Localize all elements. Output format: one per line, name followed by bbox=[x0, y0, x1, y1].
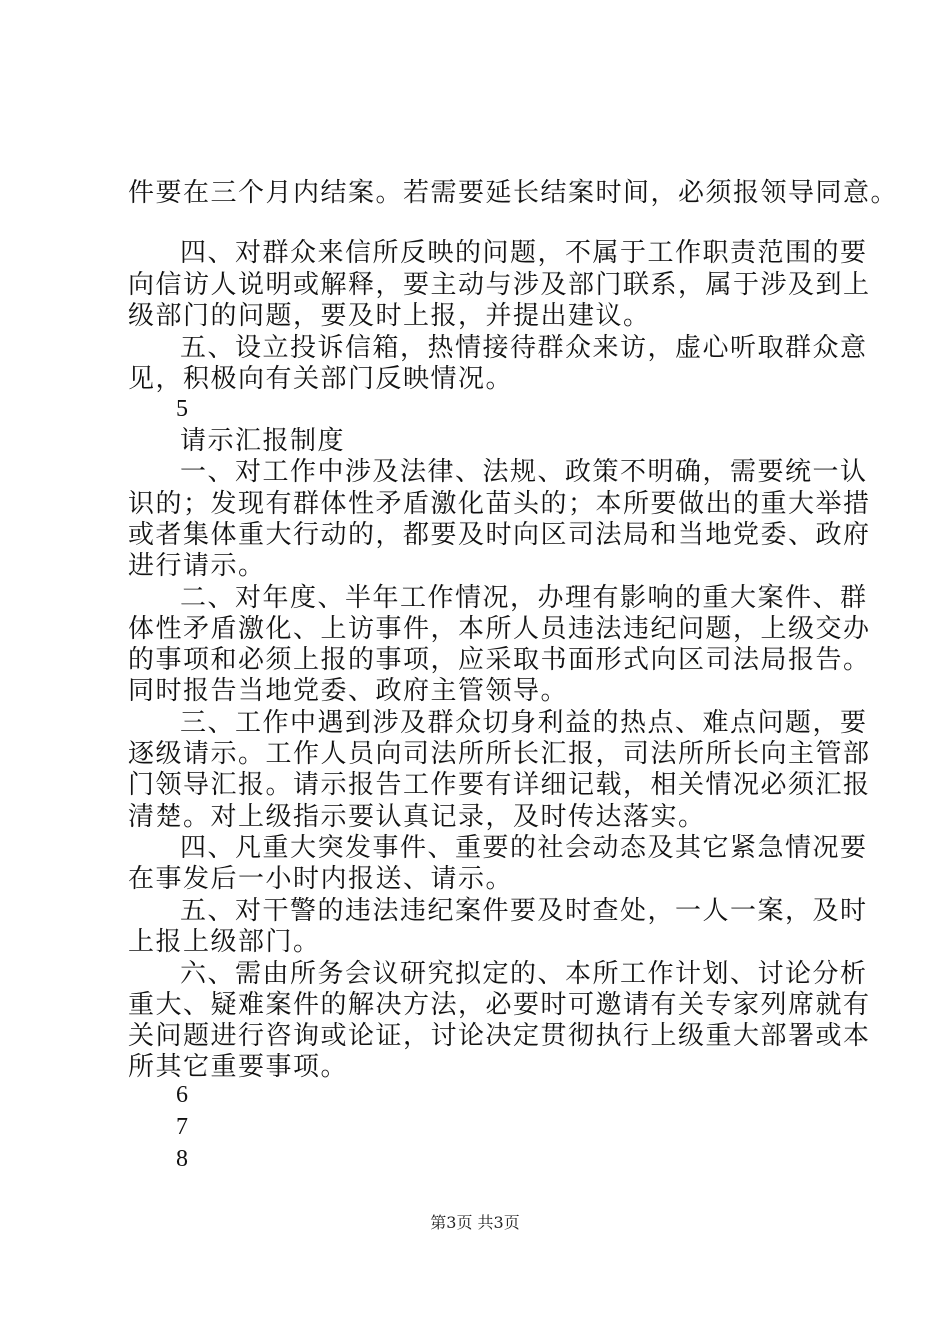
paragraph-line: 或者集体重大行动的，都要及时向区司法局和当地党委、政府 bbox=[128, 520, 871, 550]
paragraph-line: 所其它重要事项。 bbox=[128, 1052, 349, 1082]
paragraph-line: 同时报告当地党委、政府主管领导。 bbox=[128, 676, 569, 706]
paragraph-line: 上报上级部门。 bbox=[128, 927, 321, 957]
paragraph-line: 在事发后一小时内报送、请示。 bbox=[128, 864, 514, 894]
paragraph-line: 五、对干警的违法违纪案件要及时查处，一人一案，及时 bbox=[180, 896, 868, 926]
paragraph-line: 见，积极向有关部门反映情况。 bbox=[128, 364, 514, 394]
paragraph-line: 四、对群众来信所反映的问题，不属于工作职责范围的要 bbox=[180, 238, 868, 268]
paragraph-line: 件要在三个月内结案。若需要延长结案时间，必须报领导同意。 bbox=[128, 178, 899, 208]
paragraph-line: 向信访人说明或解释，要主动与涉及部门联系，属于涉及到上 bbox=[128, 270, 871, 300]
paragraph-line: 关问题进行咨询或论证，讨论决定贯彻执行上级重大部署或本 bbox=[128, 1021, 871, 1051]
page-number-marker: 8 bbox=[176, 1146, 188, 1172]
section-heading: 请示汇报制度 bbox=[180, 426, 346, 456]
page-number-marker: 5 bbox=[176, 396, 188, 422]
paragraph-line: 一、对工作中涉及法律、法规、政策不明确，需要统一认 bbox=[180, 457, 868, 487]
paragraph-line: 体性矛盾激化、上访事件，本所人员违法违纪问题，上级交办 bbox=[128, 614, 871, 644]
paragraph-line: 级部门的问题，要及时上报，并提出建议。 bbox=[128, 301, 651, 331]
page-number-marker: 7 bbox=[176, 1114, 188, 1140]
paragraph-line: 逐级请示。工作人员向司法所所长汇报，司法所所长向主管部 bbox=[128, 739, 871, 769]
paragraph-line: 三、工作中遇到涉及群众切身利益的热点、难点问题，要 bbox=[180, 708, 868, 738]
paragraph-line: 清楚。对上级指示要认真记录，及时传达落实。 bbox=[128, 802, 706, 832]
page-footer: 第3页 共3页 bbox=[430, 1213, 520, 1232]
page-number-marker: 6 bbox=[176, 1082, 188, 1108]
paragraph-line: 二、对年度、半年工作情况，办理有影响的重大案件、群 bbox=[180, 583, 868, 613]
paragraph-line: 六、需由所务会议研究拟定的、本所工作计划、讨论分析 bbox=[180, 959, 868, 989]
paragraph-line: 门领导汇报。请示报告工作要有详细记载，相关情况必须汇报 bbox=[128, 770, 871, 800]
paragraph-line: 的事项和必须上报的事项，应采取书面形式向区司法局报告。 bbox=[128, 645, 871, 675]
paragraph-line: 进行请示。 bbox=[128, 551, 266, 581]
paragraph-line: 五、设立投诉信箱，热情接待群众来访，虚心听取群众意 bbox=[180, 333, 868, 363]
paragraph-line: 识的；发现有群体性矛盾激化苗头的；本所要做出的重大举措 bbox=[128, 489, 871, 519]
paragraph-line: 重大、疑难案件的解决方法，必要时可邀请有关专家列席就有 bbox=[128, 990, 871, 1020]
paragraph-line: 四、凡重大突发事件、重要的社会动态及其它紧急情况要 bbox=[180, 833, 868, 863]
